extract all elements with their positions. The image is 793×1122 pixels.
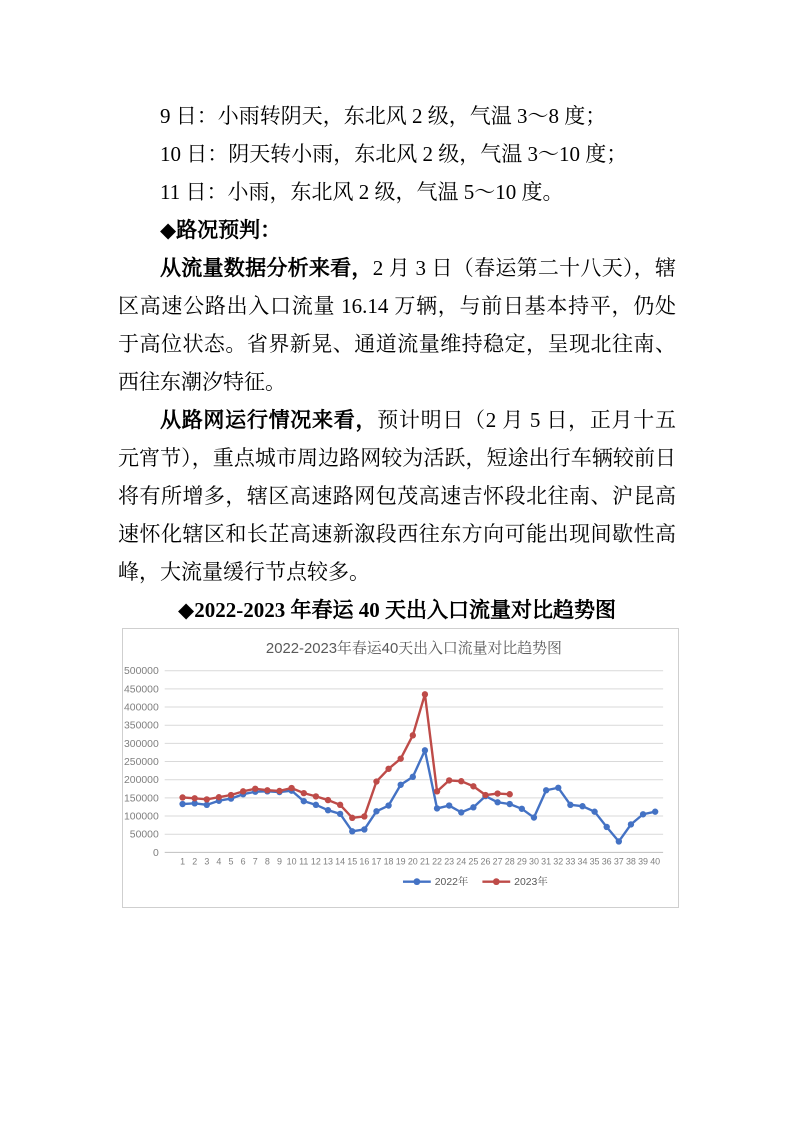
x-tick-label: 8 (264, 856, 270, 867)
data-point-2022年 (349, 828, 355, 834)
x-tick-label: 32 (553, 856, 564, 867)
y-tick-label: 250000 (124, 757, 159, 769)
data-point-2022年 (470, 804, 476, 810)
data-point-2022年 (640, 811, 646, 817)
data-point-2022年 (555, 785, 561, 791)
data-point-2022年 (531, 814, 537, 820)
y-tick-label: 0 (152, 847, 159, 859)
y-tick-label: 200000 (124, 775, 159, 787)
x-tick-label: 27 (492, 856, 503, 867)
x-tick-label: 29 (516, 856, 527, 867)
x-tick-label: 33 (565, 856, 576, 867)
chart-section-heading: ◆2022-2023 年春运 40 天出入口流量对比趋势图 (178, 598, 616, 622)
x-tick-label: 21 (419, 856, 430, 867)
data-point-2023年 (446, 777, 452, 783)
x-tick-label: 37 (613, 856, 624, 867)
x-tick-label: 34 (577, 856, 588, 867)
y-tick-label: 50000 (129, 829, 159, 841)
document-body (118, 97, 676, 629)
x-tick-label: 17 (371, 856, 382, 867)
weather-line-day10: 10 日：阴天转小雨，东北风 2 级，气温 3～10 度； (160, 142, 628, 166)
y-tick-label: 400000 (124, 702, 159, 714)
x-tick-label: 35 (589, 856, 600, 867)
legend-marker-2023年 (493, 878, 500, 885)
weather-line-day11: 11 日：小雨，东北风 2 级，气温 5～10 度。 (160, 180, 564, 204)
data-point-2023年 (434, 788, 440, 794)
x-tick-label: 14 (335, 856, 346, 867)
y-tick-label: 350000 (124, 720, 159, 732)
data-point-2022年 (301, 798, 307, 804)
y-tick-label: 100000 (124, 811, 159, 823)
x-tick-label: 1 (180, 856, 186, 867)
data-point-2023年 (301, 790, 307, 796)
series-line-2022年 (183, 750, 656, 841)
data-point-2022年 (579, 803, 585, 809)
y-tick-label: 300000 (124, 738, 159, 750)
x-tick-label: 18 (383, 856, 394, 867)
data-point-2022年 (385, 802, 391, 808)
data-point-2022年 (494, 799, 500, 805)
data-point-2023年 (373, 778, 379, 784)
data-point-2023年 (422, 691, 428, 697)
weather-line-day9: 9 日：小雨转阴天，东北风 2 级，气温 3～8 度； (160, 104, 607, 128)
data-point-2023年 (337, 802, 343, 808)
x-tick-label: 6 (240, 856, 246, 867)
x-tick-label: 25 (468, 856, 479, 867)
data-point-2023年 (361, 813, 367, 819)
x-tick-label: 26 (480, 856, 491, 867)
legend-label-2022年: 2022年 (434, 877, 469, 889)
data-point-2023年 (276, 788, 282, 794)
data-point-2022年 (434, 805, 440, 811)
x-tick-label: 12 (310, 856, 321, 867)
data-point-2023年 (264, 787, 270, 793)
y-tick-label: 150000 (124, 793, 159, 805)
traffic-trend-chart-svg (123, 629, 678, 907)
traffic-data-paragraph-lead: 从流量数据分析来看， (160, 256, 373, 280)
data-point-2022年 (373, 808, 379, 814)
data-point-2023年 (192, 795, 198, 801)
x-tick-label: 22 (432, 856, 443, 867)
data-point-2023年 (410, 732, 416, 738)
data-point-2023年 (228, 792, 234, 798)
data-point-2022年 (446, 802, 452, 808)
data-point-2023年 (216, 794, 222, 800)
data-point-2023年 (313, 793, 319, 799)
chart-title: 2022-2023年春运40天出入口流量对比趋势图 (265, 640, 562, 657)
x-tick-label: 16 (359, 856, 370, 867)
x-tick-label: 10 (286, 856, 297, 867)
road-network-paragraph-lead: 从路网运行情况来看， (160, 408, 378, 432)
x-tick-label: 19 (395, 856, 406, 867)
data-point-2023年 (240, 788, 246, 794)
data-point-2022年 (325, 807, 331, 813)
x-tick-label: 24 (456, 856, 467, 867)
y-tick-label: 450000 (124, 684, 159, 696)
x-tick-label: 20 (407, 856, 418, 867)
data-point-2023年 (204, 796, 210, 802)
data-point-2022年 (422, 747, 428, 753)
x-tick-label: 23 (444, 856, 455, 867)
data-point-2022年 (179, 801, 185, 807)
x-tick-label: 9 (277, 856, 282, 867)
data-point-2022年 (337, 811, 343, 817)
data-point-2023年 (179, 794, 185, 800)
data-point-2022年 (591, 809, 597, 815)
road-forecast-heading: ◆路况预判： (160, 218, 282, 242)
x-tick-label: 40 (650, 856, 661, 867)
data-point-2023年 (252, 786, 258, 792)
x-tick-label: 28 (504, 856, 515, 867)
data-point-2022年 (628, 821, 634, 827)
data-point-2022年 (410, 774, 416, 780)
x-tick-label: 31 (541, 856, 552, 867)
legend-marker-2022年 (414, 878, 421, 885)
data-point-2022年 (567, 802, 573, 808)
data-point-2023年 (470, 783, 476, 789)
data-point-2023年 (494, 790, 500, 796)
road-network-paragraph-body: 预计明日（2 月 5 日，正月十五元宵节），重点城市周边路网较为活跃，短途出行车辆较前日将有所增多，辖区高速路网包茂高速吉怀段北往南、沪昆高速怀化辖区和长芷高速新溆段西往东方向可能出现间歇性高峰，大流量缓行节点较多。 (118, 408, 676, 584)
y-tick-label: 500000 (124, 666, 159, 678)
data-point-2023年 (507, 791, 513, 797)
legend-label-2023年: 2023年 (514, 877, 548, 889)
x-tick-label: 15 (347, 856, 358, 867)
x-tick-label: 2 (192, 856, 198, 867)
traffic-data-paragraph-body: 2 月 3 日（春运第二十八天），辖区高速公路出入口流量 16.14 万辆，与前日基本持平，仍处于高位状态。省界新晃、通道流量维持稳定，呈现北往南、西往东潮汐特征。 (118, 256, 677, 394)
data-point-2023年 (398, 755, 404, 761)
data-point-2023年 (458, 778, 464, 784)
data-point-2022年 (313, 802, 319, 808)
x-tick-label: 4 (216, 856, 222, 867)
road-network-paragraph (118, 401, 676, 591)
data-point-2022年 (204, 802, 210, 808)
data-point-2022年 (361, 826, 367, 832)
data-point-2022年 (519, 806, 525, 812)
data-point-2023年 (482, 792, 488, 798)
x-tick-label: 38 (625, 856, 636, 867)
data-point-2022年 (652, 809, 658, 815)
data-point-2022年 (458, 809, 464, 815)
x-tick-label: 30 (529, 856, 539, 867)
x-tick-label: 39 (638, 856, 649, 867)
x-tick-label: 13 (323, 856, 333, 867)
data-point-2023年 (288, 785, 294, 791)
x-tick-label: 36 (601, 856, 612, 867)
x-tick-label: 11 (299, 856, 309, 867)
x-tick-label: 5 (228, 856, 234, 867)
x-tick-label: 3 (204, 856, 210, 867)
traffic-data-paragraph (118, 249, 676, 401)
data-point-2023年 (385, 766, 391, 772)
data-point-2022年 (616, 838, 622, 844)
x-tick-label: 7 (252, 856, 258, 867)
data-point-2023年 (325, 797, 331, 803)
data-point-2022年 (398, 782, 404, 788)
data-point-2022年 (507, 801, 513, 807)
data-point-2022年 (604, 824, 610, 830)
data-point-2023年 (349, 815, 355, 821)
traffic-trend-chart (122, 628, 679, 908)
data-point-2022年 (543, 787, 549, 793)
